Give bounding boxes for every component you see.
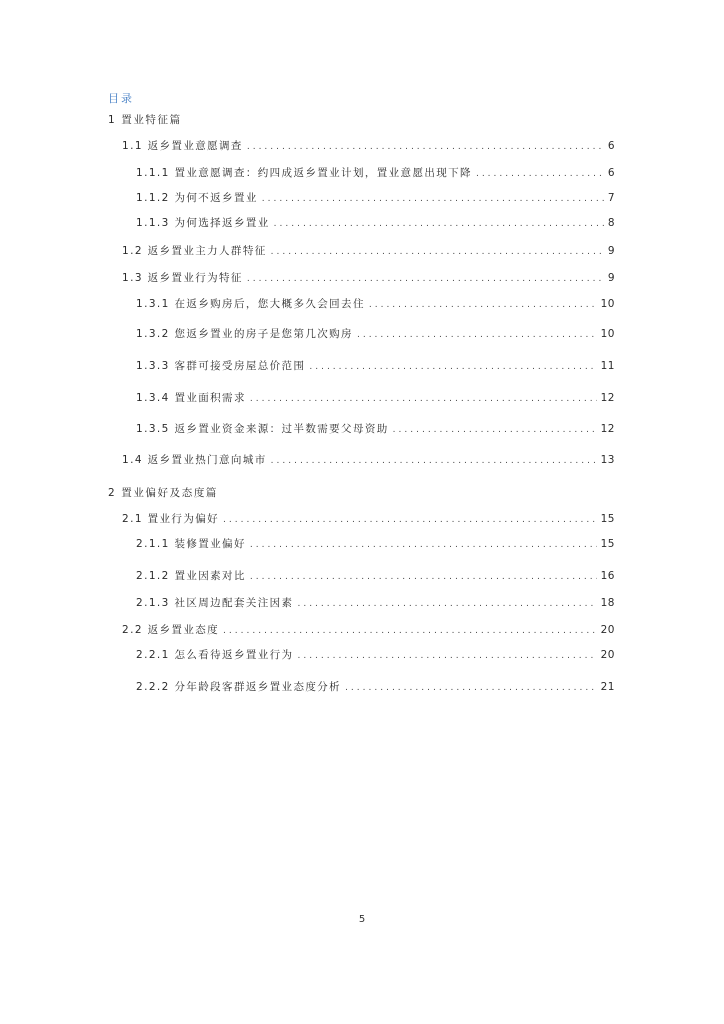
toc-entry-label: 1.3.4 置业面积需求 — [136, 392, 246, 404]
toc-leader — [357, 328, 597, 342]
toc-title: 目录 — [108, 92, 134, 105]
toc-entry-label: 2.1.2 置业因素对比 — [136, 570, 246, 582]
toc-leader — [271, 454, 597, 468]
toc-entry[interactable] — [136, 648, 615, 663]
toc-entry-page: 9 — [607, 272, 615, 284]
toc-part-2: 2 置业偏好及态度篇 — [108, 487, 219, 499]
toc-entry-label: 1.3.3 客群可接受房屋总价范围 — [136, 360, 306, 372]
toc-entry-page: 12 — [600, 423, 615, 435]
toc-entry-page: 6 — [607, 167, 615, 179]
toc-entry[interactable] — [136, 569, 615, 584]
toc-entry[interactable] — [136, 191, 615, 206]
toc-leader — [274, 217, 604, 231]
toc-entry-label: 2.2.1 怎么看待返乡置业行为 — [136, 649, 294, 661]
toc-entry[interactable] — [136, 166, 615, 181]
toc-entry-page: 20 — [600, 624, 615, 636]
toc-entry-label: 2.1.1 装修置业偏好 — [136, 538, 246, 550]
toc-leader — [393, 423, 597, 437]
toc-leader — [247, 272, 604, 286]
toc-entry[interactable] — [122, 139, 615, 154]
toc-entry[interactable] — [122, 623, 615, 638]
toc-entry[interactable] — [136, 216, 615, 231]
toc-entry[interactable] — [136, 596, 615, 611]
toc-leader — [250, 570, 597, 584]
toc-entry-label: 1.3.2 您返乡置业的房子是您第几次购房 — [136, 328, 353, 340]
toc-entry-page: 10 — [600, 328, 615, 340]
toc-entry[interactable] — [136, 359, 615, 374]
toc-leader — [247, 140, 604, 154]
toc-entry-label: 1.3.5 返乡置业资金来源：过半数需要父母资助 — [136, 423, 389, 435]
toc-entry[interactable] — [136, 327, 615, 342]
toc-leader — [476, 167, 604, 181]
toc-entry-label: 1.4 返乡置业热门意向城市 — [122, 454, 267, 466]
toc-leader — [369, 298, 597, 312]
toc-entry-label: 2.2.2 分年龄段客群返乡置业态度分析 — [136, 681, 342, 693]
toc-entry[interactable] — [122, 244, 615, 259]
toc-entry-label: 2.1 置业行为偏好 — [122, 513, 220, 525]
toc-entry-label: 2.2 返乡置业态度 — [122, 624, 220, 636]
toc-entry-label: 1.3.1 在返乡购房后，您大概多久会回去住 — [136, 298, 365, 310]
toc-entry-page: 21 — [600, 681, 615, 693]
toc-leader — [250, 538, 597, 552]
toc-leader — [297, 597, 596, 611]
toc-entry-page: 16 — [600, 570, 615, 582]
toc-entry-label: 1.1 返乡置业意愿调查 — [122, 140, 243, 152]
toc-entry[interactable] — [136, 297, 615, 312]
toc-entry-page: 7 — [607, 192, 615, 204]
toc-entry-page: 11 — [600, 360, 615, 372]
toc-entry-page: 13 — [600, 454, 615, 466]
toc-entry-label: 1.1.3 为何选择返乡置业 — [136, 217, 270, 229]
toc-entry[interactable] — [136, 391, 615, 406]
toc-entry-label: 1.1.1 置业意愿调查：约四成返乡置业计划，置业意愿出现下降 — [136, 167, 472, 179]
toc-entry-label: 1.3 返乡置业行为特征 — [122, 272, 243, 284]
toc-entry-page: 20 — [600, 649, 615, 661]
toc-entry-page: 15 — [600, 513, 615, 525]
page-number: 5 — [358, 914, 366, 925]
toc-entry-page: 12 — [600, 392, 615, 404]
toc-entry[interactable] — [136, 537, 615, 552]
toc-entry-page: 10 — [600, 298, 615, 310]
toc-leader — [309, 360, 596, 374]
toc-entry[interactable] — [136, 422, 615, 437]
toc-entry[interactable] — [122, 271, 615, 286]
toc-entry-page: 9 — [607, 245, 615, 257]
toc-leader — [271, 245, 604, 259]
toc-entry[interactable] — [122, 453, 615, 468]
toc-leader — [262, 192, 604, 206]
toc-leader — [250, 392, 597, 406]
toc-entry-page: 8 — [607, 217, 615, 229]
toc-leader — [223, 624, 597, 638]
toc-entry-page: 6 — [607, 140, 615, 152]
toc-part-1: 1 置业特征篇 — [108, 114, 182, 126]
toc-entry-page: 18 — [600, 597, 615, 609]
toc-entry-page: 15 — [600, 538, 615, 550]
toc-entry-label: 2.1.3 社区周边配套关注因素 — [136, 597, 294, 609]
toc-entry[interactable] — [122, 512, 615, 527]
toc-leader — [223, 513, 597, 527]
toc-leader — [345, 681, 597, 695]
toc-leader — [297, 649, 596, 663]
toc-entry-label: 1.2 返乡置业主力人群特征 — [122, 245, 267, 257]
toc-entry-label: 1.1.2 为何不返乡置业 — [136, 192, 258, 204]
toc-entry[interactable] — [136, 680, 615, 695]
